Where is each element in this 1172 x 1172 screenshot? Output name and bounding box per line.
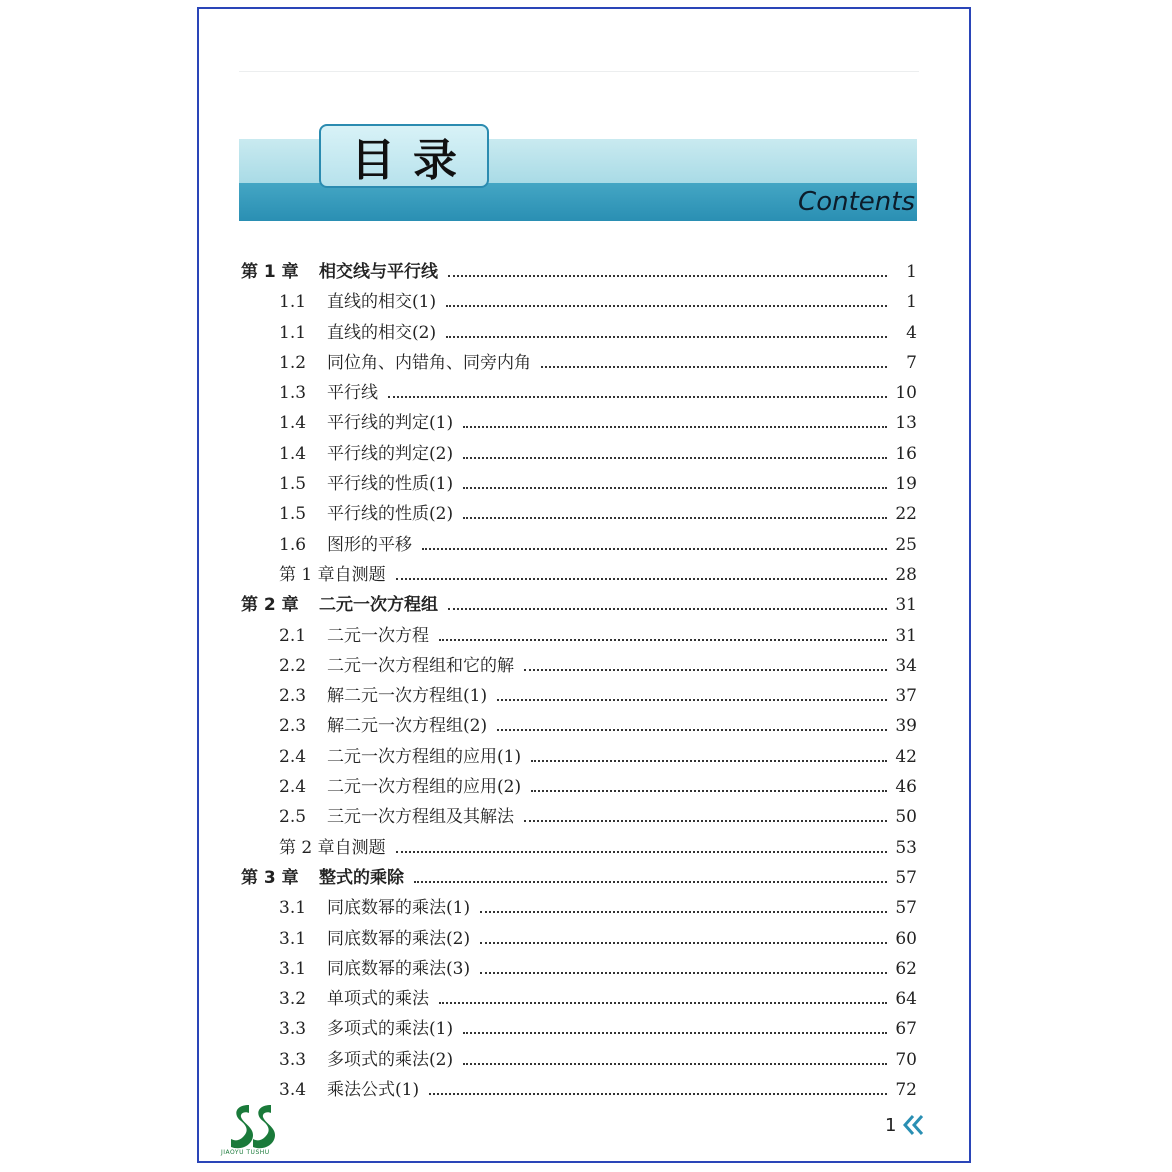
toc-entry-page: 46 — [895, 777, 917, 798]
toc-entry-section[interactable] — [241, 378, 917, 408]
dot-leader — [463, 487, 887, 489]
toc-entry-page: 57 — [895, 898, 917, 919]
toc-entry-number: 2.3 — [279, 716, 307, 737]
toc-entry-page: 7 — [906, 352, 917, 373]
dot-leader — [388, 396, 887, 398]
toc-entry-title: 解二元一次方程组(2) — [327, 716, 488, 737]
toc-entry-number: 3.1 — [279, 928, 307, 949]
toc-entry-number: 3.2 — [279, 989, 307, 1010]
page-title: 目录 — [319, 124, 489, 188]
toc-entry-section[interactable] — [241, 1014, 917, 1044]
toc-entry-page: 1 — [906, 292, 917, 313]
dot-leader — [524, 820, 887, 822]
toc-entry-page: 16 — [895, 443, 917, 464]
toc-entry-page: 50 — [895, 807, 917, 828]
toc-entry-number: 3.4 — [279, 1080, 307, 1101]
dot-leader — [448, 275, 887, 277]
toc-entry-page: 72 — [895, 1080, 917, 1101]
toc-entry-section[interactable] — [241, 530, 917, 560]
dot-leader — [524, 669, 887, 671]
toc-entry-number: 1.2 — [279, 352, 307, 373]
toc-entry-section[interactable] — [241, 893, 917, 923]
toc-entry-section[interactable] — [241, 772, 917, 802]
toc-entry-title: 整式的乘除 — [319, 867, 404, 888]
toc-entry-section[interactable] — [241, 287, 917, 317]
toc-entry-page: 37 — [895, 686, 917, 707]
toc-entry-section[interactable] — [241, 621, 917, 651]
toc-entry-page: 34 — [895, 655, 917, 676]
toc-entry-title: 乘法公式(1) — [327, 1080, 420, 1101]
toc-entry-title: 二元一次方程组的应用(2) — [327, 777, 522, 798]
toc-entry-page: 22 — [895, 504, 917, 525]
toc-entry-section[interactable] — [241, 408, 917, 438]
toc-entry-section[interactable] — [241, 1075, 917, 1105]
toc-entry-section[interactable] — [241, 348, 917, 378]
toc-entry-page: 53 — [895, 837, 917, 858]
toc-entry-number: 1.3 — [279, 383, 307, 404]
toc-entry-section[interactable] — [241, 924, 917, 954]
dot-leader — [463, 1032, 887, 1034]
toc-entry-number: 1.5 — [279, 474, 307, 495]
dot-leader — [446, 305, 887, 307]
toc-entry-section[interactable] — [241, 469, 917, 499]
dot-leader — [463, 426, 887, 428]
toc-entry-number: 3.1 — [279, 958, 307, 979]
book-page — [197, 7, 971, 1163]
toc-entry-page: 10 — [895, 383, 917, 404]
toc-entry-number: 3.3 — [279, 1049, 307, 1070]
toc-entry-title: 第 1 章自测题 — [279, 564, 386, 585]
dot-leader — [429, 1093, 887, 1095]
toc-entry-section[interactable] — [241, 1045, 917, 1075]
toc-entry-title: 三元一次方程组及其解法 — [327, 807, 514, 828]
dot-leader — [439, 639, 887, 641]
dot-leader — [531, 760, 887, 762]
page-number: 1 — [885, 1115, 897, 1136]
toc-entry-page: 67 — [895, 1019, 917, 1040]
toc-entry-number: 1.5 — [279, 504, 307, 525]
toc-entry-page: 19 — [895, 474, 917, 495]
bleed-through-header — [239, 47, 919, 72]
toc-entry-section[interactable] — [241, 742, 917, 772]
toc-entry-page: 4 — [906, 322, 917, 343]
toc-entry-page: 28 — [895, 564, 917, 585]
dot-leader — [448, 608, 887, 610]
toc-entry-title: 同底数幂的乘法(3) — [327, 958, 471, 979]
toc-entry-title: 平行线 — [327, 383, 378, 404]
toc-entry-number: 1.1 — [279, 292, 307, 313]
toc-entry-title: 多项式的乘法(2) — [327, 1049, 454, 1070]
toc-entry-title: 单项式的乘法 — [327, 989, 429, 1010]
toc-entry-number: 2.4 — [279, 746, 307, 767]
toc-entry-chapter[interactable] — [241, 590, 917, 620]
toc-entry-chapter[interactable] — [241, 863, 917, 893]
toc-entry-section[interactable] — [241, 499, 917, 529]
toc-entry-page: 31 — [895, 595, 917, 616]
toc-entry-number: 2.2 — [279, 655, 307, 676]
toc-entry-page: 64 — [895, 989, 917, 1010]
dot-leader — [497, 699, 887, 701]
toc-entry-title: 图形的平移 — [327, 534, 412, 555]
table-of-contents — [241, 257, 917, 1105]
toc-entry-chapter[interactable] — [241, 257, 917, 287]
toc-entry-title: 平行线的判定(1) — [327, 413, 454, 434]
toc-entry-number: 3.1 — [279, 898, 307, 919]
toc-entry-section[interactable] — [241, 681, 917, 711]
toc-entry-selftest[interactable] — [241, 833, 917, 863]
dot-leader — [446, 336, 887, 338]
toc-entry-page: 70 — [895, 1049, 917, 1070]
dot-leader — [497, 729, 887, 731]
toc-entry-section[interactable] — [241, 439, 917, 469]
toc-entry-number: 1.4 — [279, 443, 307, 464]
toc-entry-page: 31 — [895, 625, 917, 646]
dot-leader — [463, 517, 887, 519]
toc-entry-page: 57 — [895, 867, 917, 888]
page-subtitle: Contents — [798, 187, 915, 217]
toc-entry-number: 2.3 — [279, 686, 307, 707]
publisher-logo-text: JIAOYU TUSHU — [221, 1149, 270, 1156]
toc-entry-number: 第 1 章 — [241, 262, 299, 282]
toc-entry-number: 1.6 — [279, 534, 307, 555]
toc-entry-title: 第 2 章自测题 — [279, 837, 386, 858]
toc-entry-title: 解二元一次方程组(1) — [327, 686, 488, 707]
toc-entry-title: 直线的相交(2) — [327, 322, 437, 343]
toc-entry-number: 3.3 — [279, 1019, 307, 1040]
toc-entry-title: 同底数幂的乘法(1) — [327, 898, 471, 919]
toc-entry-number: 第 2 章 — [241, 595, 299, 616]
toc-entry-page: 13 — [895, 413, 917, 434]
toc-entry-section[interactable] — [241, 711, 917, 741]
toc-entry-title: 二元一次方程组和它的解 — [327, 655, 514, 676]
toc-entry-page: 1 — [906, 262, 917, 282]
dot-leader — [414, 881, 887, 883]
toc-entry-selftest[interactable] — [241, 560, 917, 590]
toc-entry-title: 二元一次方程组 — [319, 595, 438, 616]
toc-entry-title: 直线的相交(1) — [327, 292, 437, 313]
toc-entry-section[interactable] — [241, 984, 917, 1014]
dot-leader — [463, 1063, 887, 1065]
dot-leader — [439, 1002, 887, 1004]
toc-entry-number: 第 3 章 — [241, 867, 299, 888]
toc-entry-number: 1.4 — [279, 413, 307, 434]
toc-entry-section[interactable] — [241, 802, 917, 832]
toc-entry-number: 2.4 — [279, 777, 307, 798]
dot-leader — [480, 942, 887, 944]
toc-entry-number: 1.1 — [279, 322, 307, 343]
toc-entry-title: 平行线的判定(2) — [327, 443, 454, 464]
toc-entry-title: 平行线的性质(1) — [327, 474, 454, 495]
toc-entry-section[interactable] — [241, 318, 917, 348]
toc-entry-section[interactable] — [241, 651, 917, 681]
dot-leader — [396, 578, 887, 580]
toc-entry-page: 39 — [895, 716, 917, 737]
toc-entry-title: 相交线与平行线 — [319, 262, 438, 282]
toc-entry-section[interactable] — [241, 954, 917, 984]
toc-entry-title: 多项式的乘法(1) — [327, 1019, 454, 1040]
dot-leader — [531, 790, 887, 792]
dot-leader — [463, 457, 887, 459]
toc-entry-title: 同位角、内错角、同旁内角 — [327, 352, 531, 373]
toc-entry-title: 二元一次方程组的应用(1) — [327, 746, 522, 767]
toc-entry-page: 60 — [895, 928, 917, 949]
toc-entry-title: 同底数幂的乘法(2) — [327, 928, 471, 949]
dot-leader — [422, 548, 887, 550]
double-chevron-left-icon — [903, 1113, 925, 1137]
publisher-logo-icon — [227, 1101, 277, 1151]
toc-entry-title: 二元一次方程 — [327, 625, 429, 646]
toc-entry-page: 42 — [895, 746, 917, 767]
toc-entry-page: 62 — [895, 958, 917, 979]
dot-leader — [480, 972, 887, 974]
toc-entry-number: 2.5 — [279, 807, 307, 828]
toc-entry-title: 平行线的性质(2) — [327, 504, 454, 525]
toc-entry-number: 2.1 — [279, 625, 307, 646]
dot-leader — [480, 911, 887, 913]
dot-leader — [396, 851, 887, 853]
toc-entry-page: 25 — [895, 534, 917, 555]
dot-leader — [541, 366, 887, 368]
